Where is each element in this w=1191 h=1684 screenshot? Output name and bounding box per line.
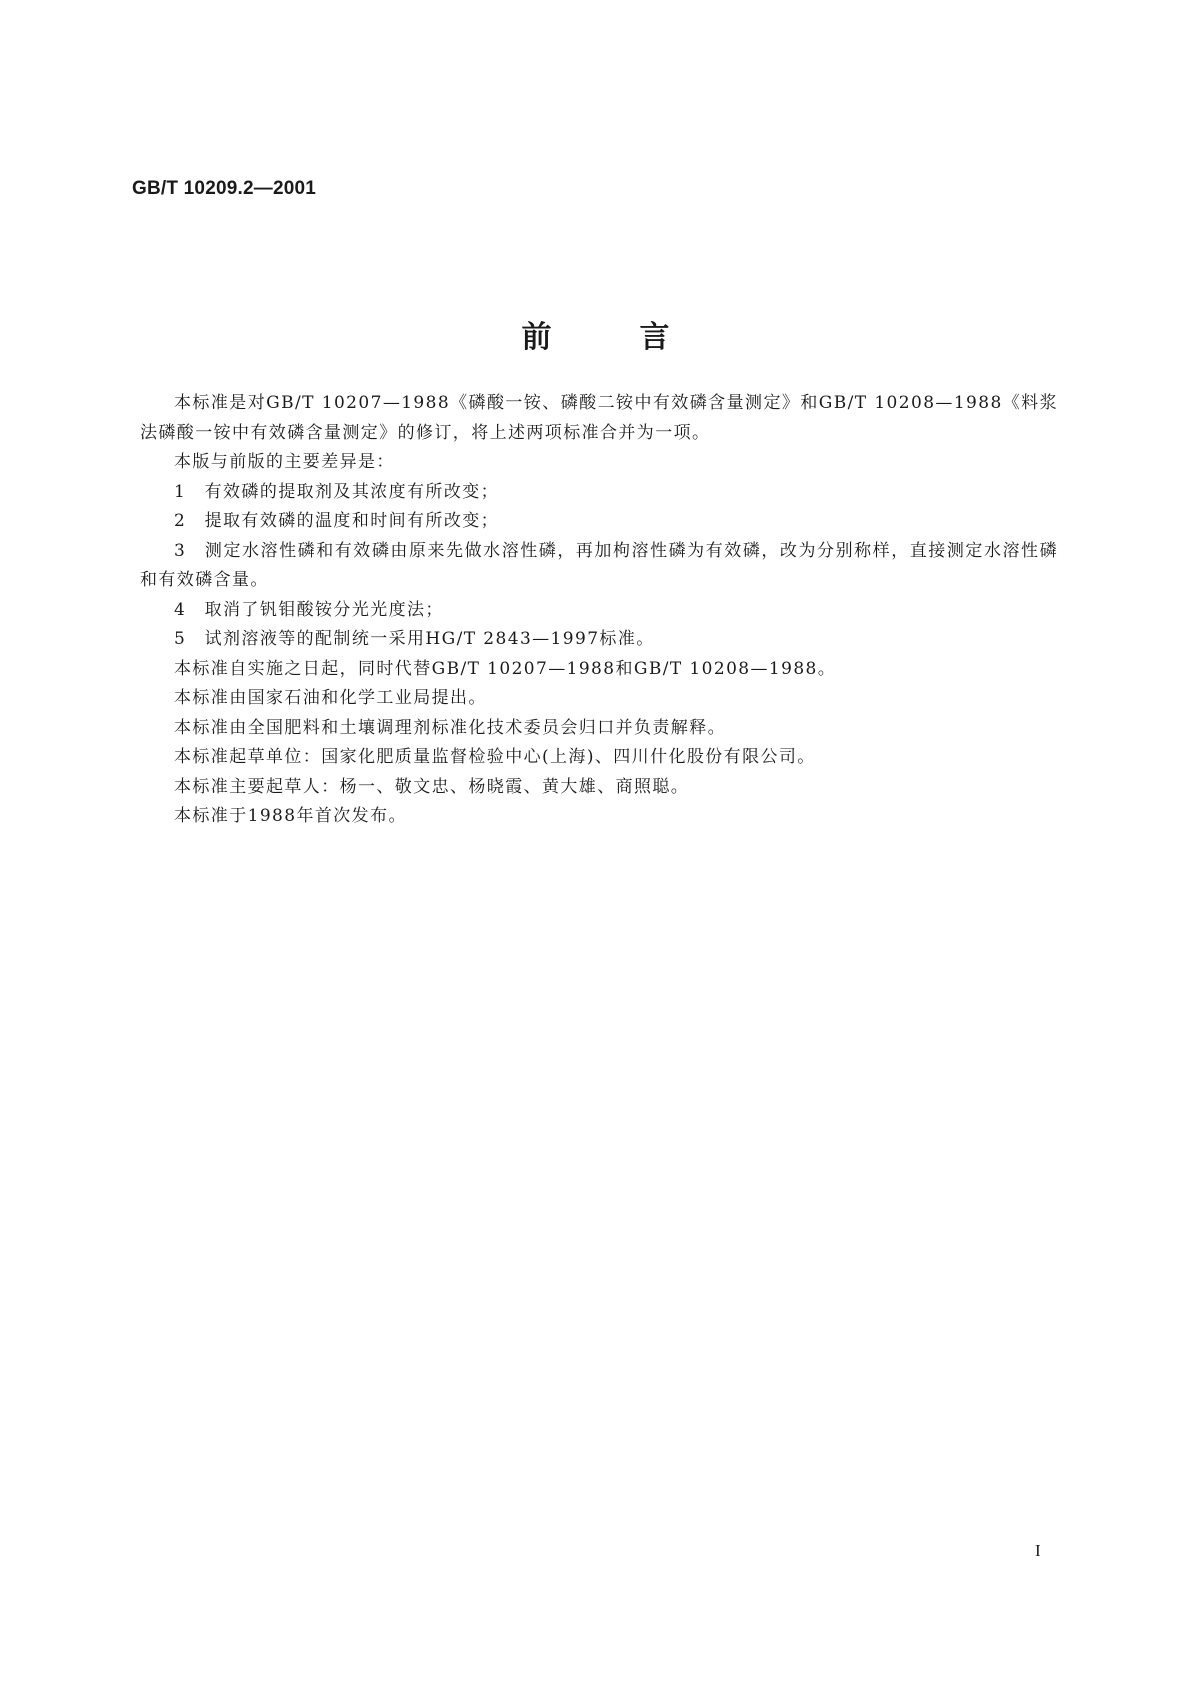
paragraph: 本标准由国家石油和化学工业局提出。	[174, 688, 487, 708]
list-item: 2 提取有效磷的温度和时间有所改变；	[174, 511, 500, 531]
paragraph: 本标准自实施之日起，同时代替GB/T 10207—1988和GB/T 10208—1988。	[174, 658, 837, 679]
paragraph: 本标准由全国肥料和土壤调理剂标准化技术委员会归口并负责解释。	[174, 717, 726, 738]
paragraph: 本标准起草单位：国家化肥质量监督检验中心(上海)、四川什化股份有限公司。	[174, 747, 816, 767]
page-title: 前言	[521, 320, 758, 355]
paragraph: 本标准是对GB/T 10207—1988《磷酸一铵、磷酸二铵中有效磷含量测定》和GB/T 10208—1988《料浆法磷酸一铵中有效磷含量测定》的修订，将上述两项标准合并为一项。	[140, 393, 1058, 443]
list-item: 4 取消了钒钼酸铵分光光度法；	[174, 599, 444, 620]
list-item: 1 有效磷的提取剂及其浓度有所改变；	[174, 481, 500, 502]
document-body	[140, 389, 1058, 832]
paragraph: 本标准于1988年首次发布。	[174, 806, 407, 826]
paragraph: 本版与前版的主要差异是：	[174, 452, 395, 472]
standard-code: GB/T 10209.2—2001	[132, 178, 317, 199]
paragraph: 本标准主要起草人：杨一、敬文忠、杨晓霞、黄大雄、商照聪。	[174, 776, 690, 797]
list-item: 5 试剂溶液等的配制统一采用HG/T 2843—1997标准。	[174, 629, 655, 649]
list-item: 3 测定水溶性磷和有效磷由原来先做水溶性磷，再加枸溶性磷为有效磷，改为分别称样，直接测定水溶性磷和有效磷含量。	[140, 540, 1058, 590]
page-number: I	[1035, 1541, 1041, 1560]
